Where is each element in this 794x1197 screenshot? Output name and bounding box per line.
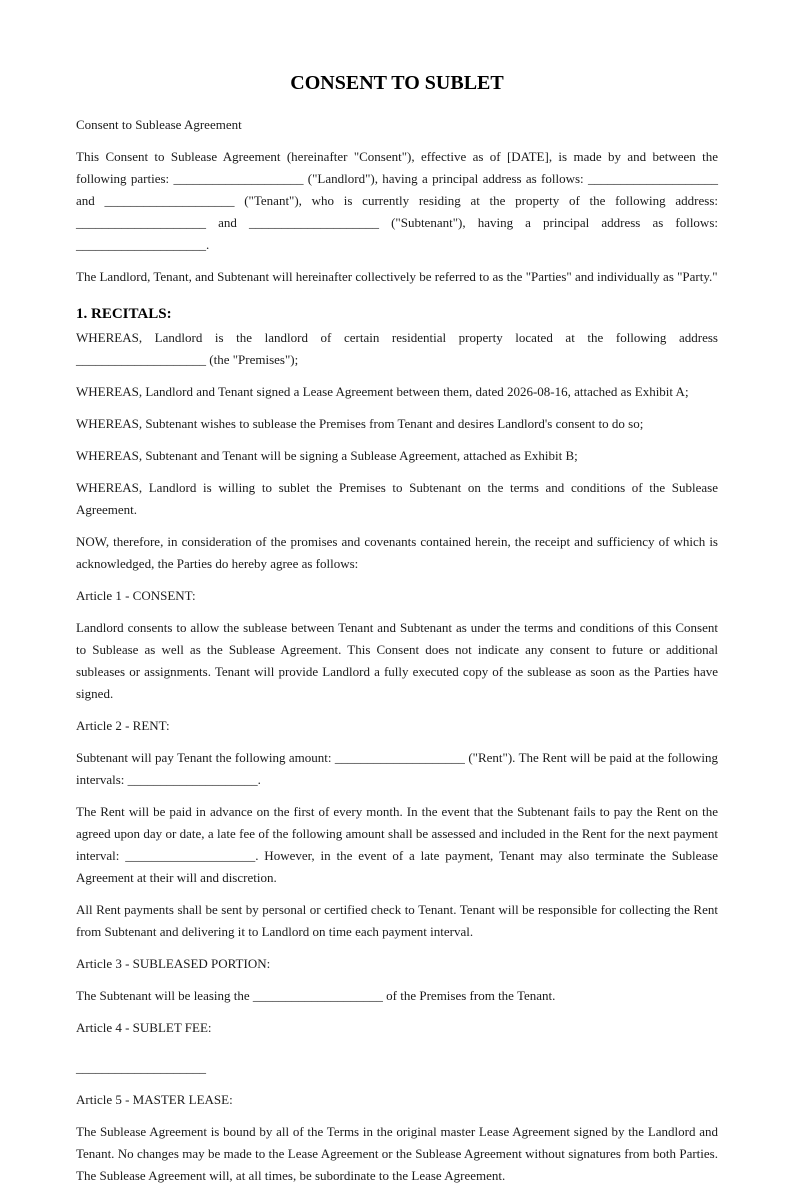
recital-paragraph: WHEREAS, Subtenant wishes to sublease the Premises from Tenant and desires Landlord's consent to do so;: [76, 416, 644, 431]
article-5-heading: Article 5 - MASTER LEASE:: [76, 1092, 233, 1107]
recital-paragraph: WHEREAS, Landlord is willing to sublet the Premises to Subtenant on the terms and conditions of the Sublease Agreement.: [76, 480, 718, 517]
document-page: [76, 70, 718, 1197]
document-subtitle: Consent to Sublease Agreement: [76, 117, 242, 132]
article-1-heading: Article 1 - CONSENT:: [76, 588, 196, 603]
recital-paragraph: WHEREAS, Landlord is the landlord of certain residential property located at the following address ____________________ (the "Premises");: [76, 330, 718, 367]
recital-paragraph: WHEREAS, Landlord and Tenant signed a Lease Agreement between them, dated 2026-08-16, attached as Exhibit A;: [76, 384, 689, 399]
article-3-heading: Article 3 - SUBLEASED PORTION:: [76, 956, 271, 971]
article-1-text: Landlord consents to allow the sublease between Tenant and Subtenant as under the terms and conditions of this Consent to Sublease as well as the Sublease Agreement. This Consent does not indicate any consent to future or additional subleases or assignments. Tenant will provide Landlord a fully executed copy of the sublease as soon as the Parties have signed.: [76, 620, 718, 701]
recital-paragraph: WHEREAS, Subtenant and Tenant will be signing a Sublease Agreement, attached as Exhibit B;: [76, 448, 578, 463]
article-2-text-payments: All Rent payments shall be sent by personal or certified check to Tenant. Tenant will be responsible for collecting the Rent from Subtenant and delivering it to Landlord on time each payment interval.: [76, 902, 718, 939]
intro-paragraph: This Consent to Sublease Agreement (hereinafter "Consent"), effective as of [DATE], is made by and between the following parties: ____________________ ("Landlord"), having a principal address as follows: ____________________ and ____________________ ("Tenant"), who is currently residing at the property of the following address: ____________________ and ____________________ ("Subtenant"), having a principal address as follows: ____________________.: [76, 149, 718, 252]
article-3-text: The Subtenant will be leasing the ____________________ of the Premises from the Tenant.: [76, 988, 556, 1003]
recitals-heading: 1. RECITALS:: [76, 306, 172, 322]
article-5-text: The Sublease Agreement is bound by all of the Terms in the original master Lease Agreement signed by the Landlord and Tenant. No changes may be made to the Lease Agreement or the Sublease Agreement without signatures from both Parties. The Sublease Agreement will, at all times, be subordinate to the Lease Agreement.: [76, 1124, 718, 1183]
article-4-fee-blank: ____________________: [76, 1060, 206, 1075]
article-4-heading: Article 4 - SUBLET FEE:: [76, 1020, 212, 1035]
parties-note-paragraph: The Landlord, Tenant, and Subtenant will hereinafter collectively be referred to as the "Parties" and individually as "Party.": [76, 269, 718, 284]
article-2-text-rent: Subtenant will pay Tenant the following amount: ____________________ ("Rent"). The Rent will be paid at the following intervals: ____________________.: [76, 750, 718, 787]
now-therefore-paragraph: NOW, therefore, in consideration of the promises and covenants contained herein, the receipt and sufficiency of which is acknowledged, the Parties do hereby agree as follows:: [76, 534, 718, 571]
article-2-text-late-fee: The Rent will be paid in advance on the first of every month. In the event that the Subtenant fails to pay the Rent on the agreed upon day or date, a late fee of the following amount shall be assessed and included in the Rent for the next payment interval: ____________________. However, in the event of a late payment, Tenant may also terminate the Sublease Agreement at their will and discretion.: [76, 804, 718, 885]
document-title: CONSENT TO SUBLET: [290, 72, 504, 94]
article-2-heading: Article 2 - RENT:: [76, 718, 170, 733]
